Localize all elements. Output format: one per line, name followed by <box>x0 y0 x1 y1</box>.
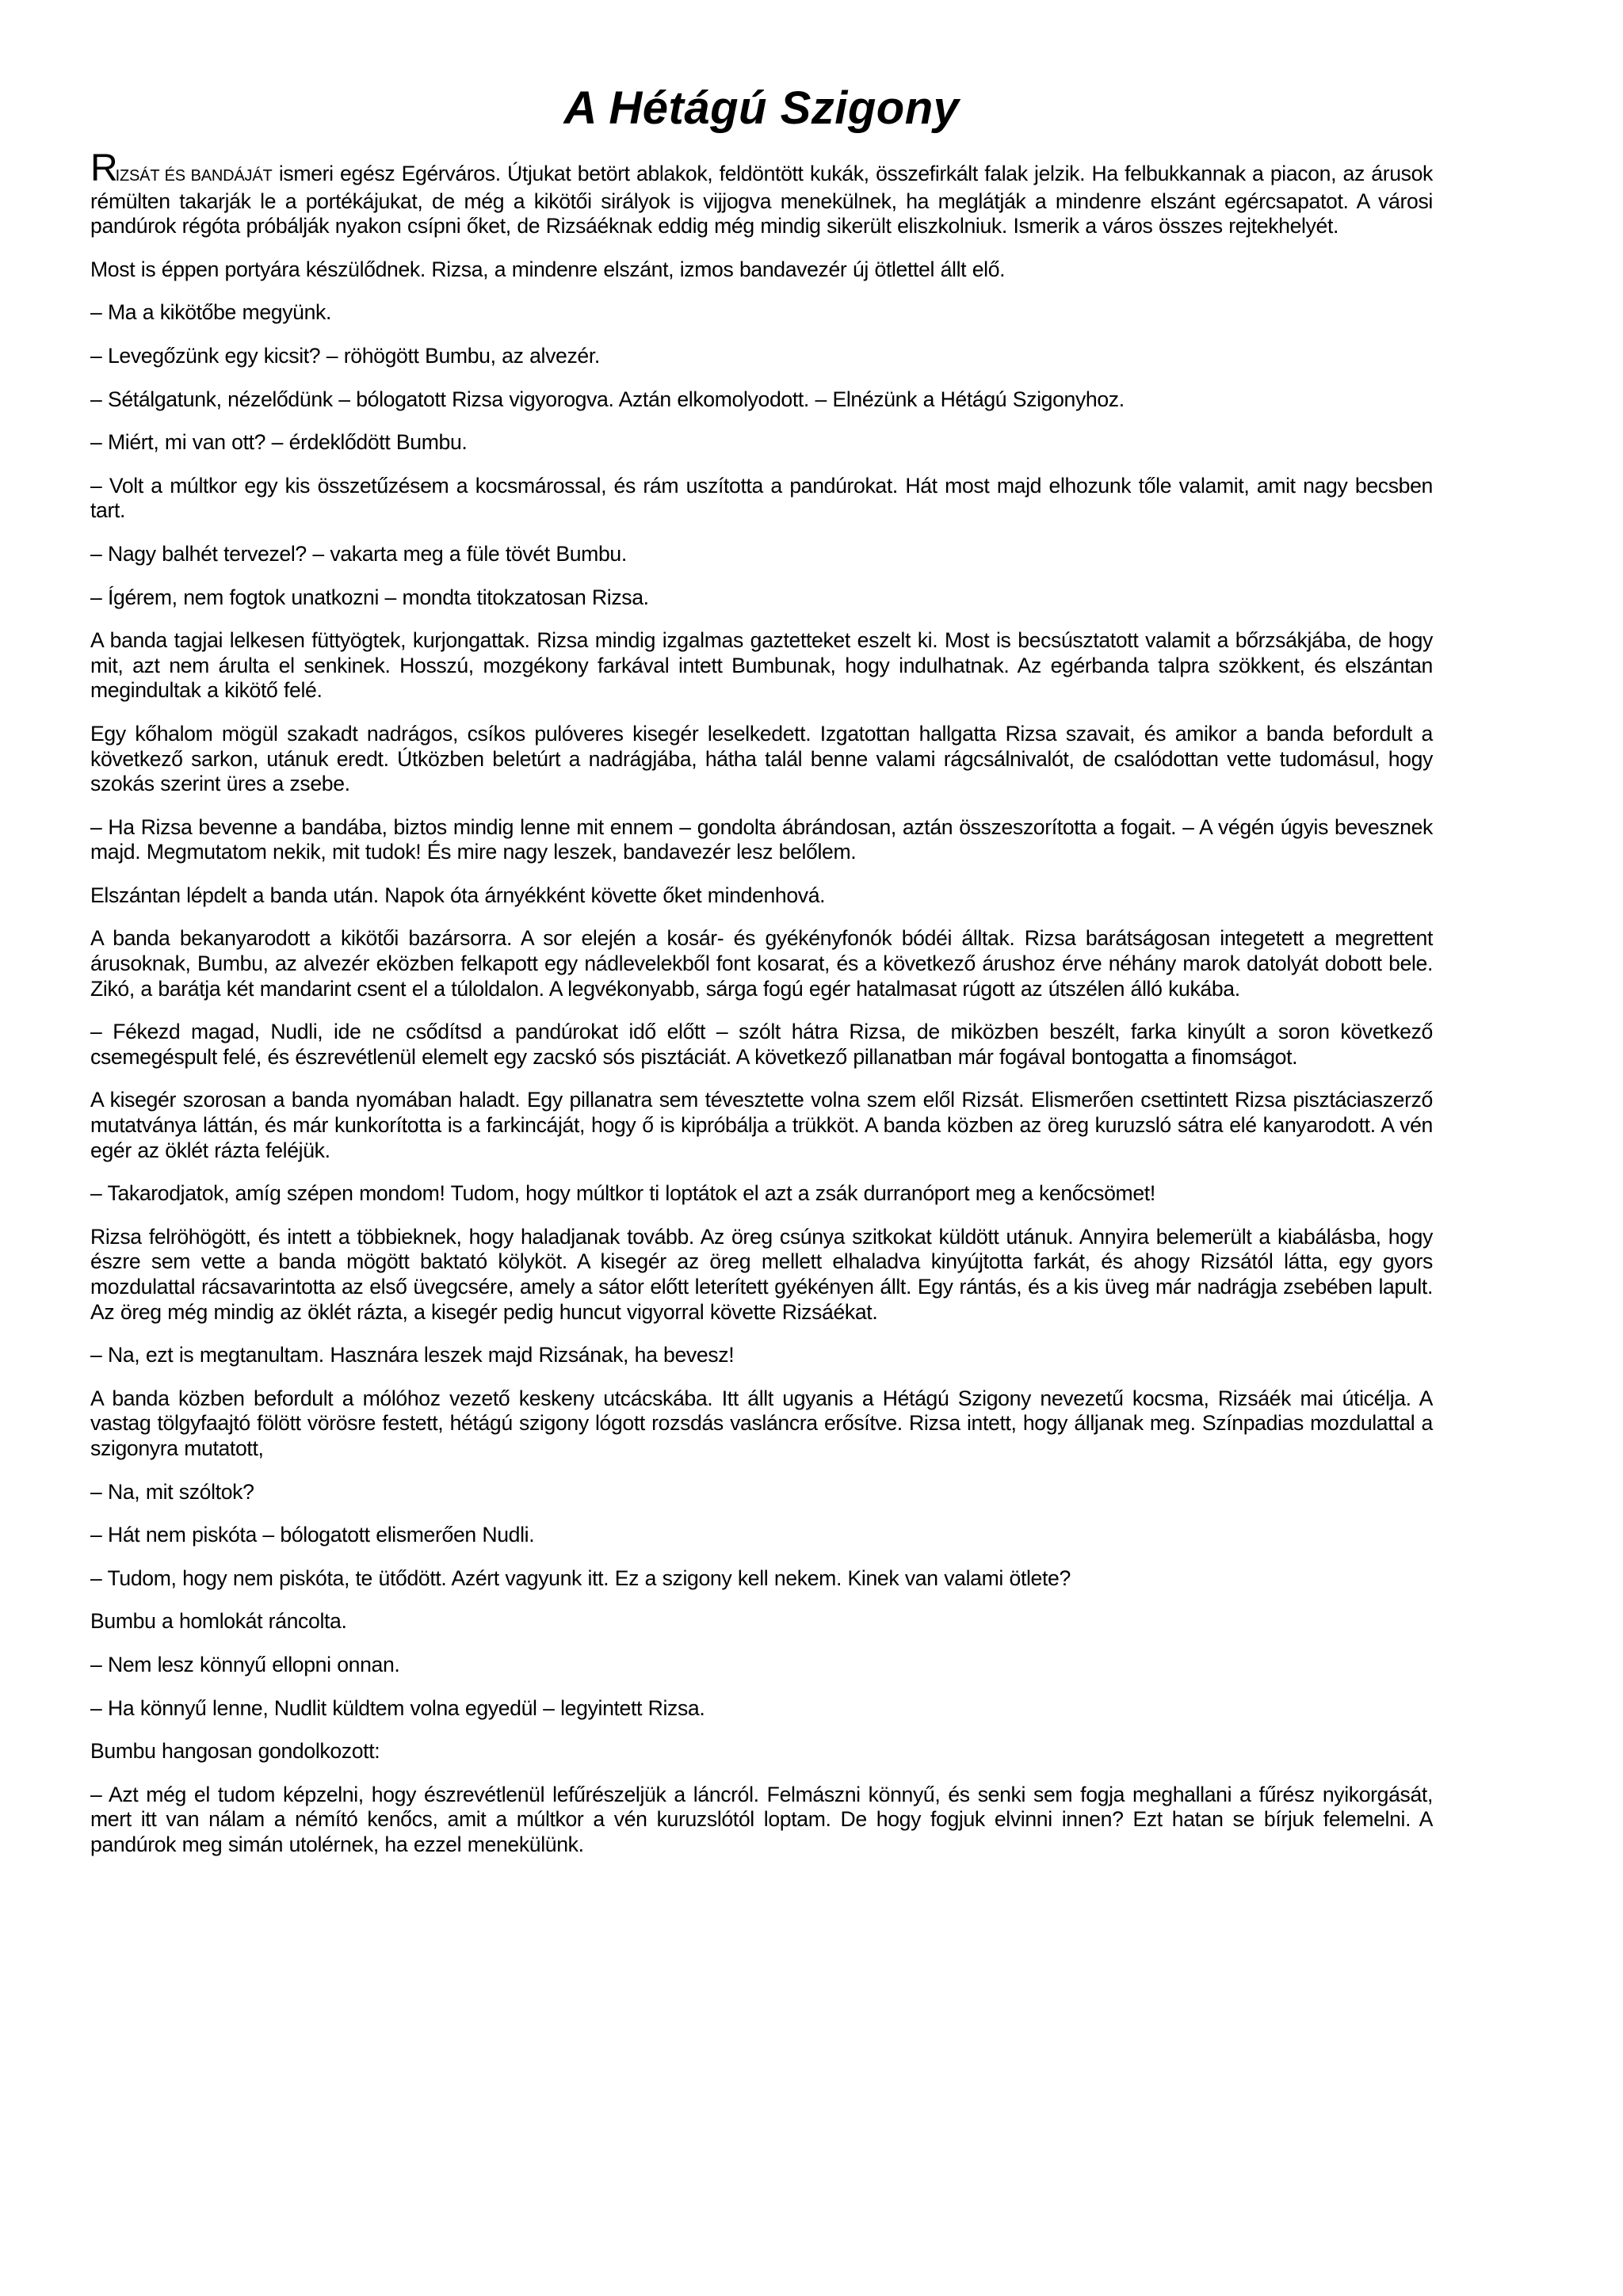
dialogue-line: – Ha könnyű lenne, Nudlit küldtem volna egyedül – legyintett Rizsa. <box>90 1695 705 1720</box>
dialogue-line: – Na, ezt is megtanultam. Hasznára leszek majd Rizsának, ha bevesz! <box>90 1343 735 1367</box>
story-title: A Hétágú Szigony <box>563 82 960 134</box>
paragraph: A banda közben befordult a mólóhoz vezető keskeny utcácskába. Itt állt ugyanis a Hétágú Szigony nevezetű kocsma, Rizsáék mai úticélja. A vastag tölgyfaajtó fölött vörösre festett, hétágú szigony lógott rozsdás vasláncra erősítve. Rizsa intett, hogy álljanak meg. Színpadias mozdulattal a szigonyra mutatott, <box>90 1386 1433 1460</box>
paragraph: Bumbu a homlokát ráncolta. <box>90 1609 347 1634</box>
dialogue-line: – Nagy balhét tervezel? – vakarta meg a füle tövét Bumbu. <box>90 541 627 566</box>
dialogue-line: – Fékezd magad, Nudli, ide ne csődítsd a pandúrokat idő előtt – szólt hátra Rizsa, de miközben beszélt, farka kinyúlt a soron következő csemegéspult felé, és észrevétlenül elemelt egy zacskó sós pisztáciát. A következő pillanatban már fogával bontogatta a finomságot. <box>90 1020 1433 1069</box>
dialogue-line: – Ígérem, nem fogtok unatkozni – mondta titokzatosan Rizsa. <box>90 585 649 609</box>
dialogue-line: – Azt még el tudom képzelni, hogy észrevétlenül lefűrészeljük a láncról. Felmászni könnyű, és senki sem fogja meghallani a fűrész nyikorgását, mert itt van nálam a némító kenőcs, amit a múltkor a vén kuruzslótól loptam. De hogy fogjuk elvinni innen? Ezt hatan se bírjuk felemelni. A pandúrok meg simán utolérnek, ha ezzel menekülünk. <box>90 1782 1433 1856</box>
dialogue-line: – Takarodjatok, amíg szépen mondom! Tudom, hogy múltkor ti loptátok el azt a zsák durranóport meg a kenőcsömet! <box>90 1181 1155 1206</box>
dialogue-line: – Volt a múltkor egy kis összetűzésem a kocsmárossal, és rám uszította a pandúrokat. Hát most majd elhozunk tőle valamit, amit nagy becsben tart. <box>90 473 1433 523</box>
opening-paragraph-text: ismeri egész Egérváros. Útjukat betört ablakok, feldöntött kukák, összefirkált falak jelzik. Ha felbukkannak a piacon, az árusok rémülten takarják le a portékájukat, de még a kikötői sirályok is vijjogva menekülnek, ha meglátják a mindenre elszánt egércsapatot. A városi pandúrok régóta próbálják nyakon csípni őket, de Rizsáéknak eddig még mindig sikerült eliszkolniuk. Ismerik a város összes rejtekhelyét. <box>90 162 1433 238</box>
paragraph: A banda tagjai lelkesen füttyögtek, kurjongattak. Rizsa mindig izgalmas gaztetteket eszelt ki. Most is becsúsztatott valamit a bőrzsákjába, de hogy mit, azt nem árulta el senkinek. Hosszú, mozgékony farkával intett Bumbunak, hogy indulhatnak. Az egérbanda talpra szökkent, és elszántan megindultak a kikötő felé. <box>90 628 1433 703</box>
dialogue-line: – Miért, mi van ott? – érdeklődött Bumbu. <box>90 430 468 455</box>
paragraph: A kisegér szorosan a banda nyomában haladt. Egy pillanatra sem tévesztette volna szem elől Rizsát. Elismerően csettintett Rizsa pisztáciaszerző mutatványa láttán, és már kunkorította is a farkincáját, hogy ő is kipróbálja a trükköt. A banda közben az öreg kuruzsló sátra elé kanyarodott. A vén egér az öklét rázta feléjük. <box>90 1088 1433 1162</box>
story-body <box>90 147 1433 1858</box>
paragraph: Rizsa felröhögött, és intett a többieknek, hogy haladjanak tovább. Az öreg csúnya szitkokat küldött utánuk. Annyira belemerült a kiabálásba, hogy észre sem vette a banda mögött baktató kölyköt. A kisegér az öreg mellett elhaladva kinyújtotta farkát, és ahogy Rizsától látta, egy gyors mozdulattal rácsavarintotta az első üvegcsére, amely a sátor előtt leterített gyékényen állt. Egy rántás, és a kis üveg már nadrágja zsebében lapult. Az öreg még mindig az öklét rázta, a kisegér pedig huncut vigyorral követte Rizsáékat. <box>90 1224 1433 1324</box>
dialogue-line: – Sétálgatunk, nézelődünk – bólogatott Rizsa vigyorogva. Aztán elkomolyodott. – Elnézünk a Hétágú Szigonyhoz. <box>90 387 1125 411</box>
dialogue-line: – Levegőzünk egy kicsit? – röhögött Bumbu, az alvezér. <box>90 343 600 368</box>
dialogue-line: – Na, mit szóltok? <box>90 1479 254 1504</box>
dialogue-line: – Hát nem piskóta – bólogatott elismerően Nudli. <box>90 1523 535 1547</box>
dialogue-line: – Ha Rizsa bevenne a bandába, biztos mindig lenne mit ennem – gondolta ábrándosan, aztán összeszorította a fogait. – A végén úgyis bevesznek majd. Megmutatom nekik, mit tudok! És mire nagy leszek, bandavezér lesz belőlem. <box>90 814 1433 864</box>
paragraph: A banda bekanyarodott a kikötői bazársorra. A sor elején a kosár- és gyékényfonók bódéi álltak. Rizsa barátságosan integetett a megrettent árusoknak, Bumbu, az alvezér eközben felkapott egy nádlevelekből font kosarat, és a következő árushoz érve néhány marok datolyát dobott bele. Zikó, a barátja két mandarint csent el a túloldalon. A legvékonyabb, sárga fogú egér hatalmasat rúgott az útszélen álló kukába. <box>90 926 1433 1001</box>
paragraph: Bumbu hangosan gondolkozott: <box>90 1739 380 1764</box>
document-page <box>90 73 1433 1858</box>
dialogue-line: – Tudom, hogy nem piskóta, te ütődött. Azért vagyunk itt. Ez a szigony kell nekem. Kinek van valami ötlete? <box>90 1566 1071 1590</box>
opening-paragraph <box>90 147 1433 239</box>
dialogue-line: – Ma a kikötőbe megyünk. <box>90 300 332 325</box>
paragraph: Most is éppen portyára készülődnek. Rizsa, a mindenre elszánt, izmos bandavezér új ötlettel állt elő. <box>90 257 1006 281</box>
paragraph: Egy kőhalom mögül szakadt nadrágos, csíkos pulóveres kisegér leselkedett. Izgatottan hallgatta Rizsa szavait, és amikor a banda befordult a következő sarkon, utánuk eredt. Útközben beletúrt a nadrágjába, hátha talál benne valami rágcsálnivalót, de csalódottan vette tudomásul, hogy szokás szerint üres a zsebe. <box>90 721 1433 796</box>
paragraph: Elszántan lépdelt a banda után. Napok óta árnyékként követte őket mindenhová. <box>90 883 826 907</box>
small-caps-lead: IZSÁT ÉS BANDÁJÁT <box>115 167 273 185</box>
drop-cap-letter: R <box>90 147 116 189</box>
dialogue-line: – Nem lesz könnyű ellopni onnan. <box>90 1652 400 1676</box>
